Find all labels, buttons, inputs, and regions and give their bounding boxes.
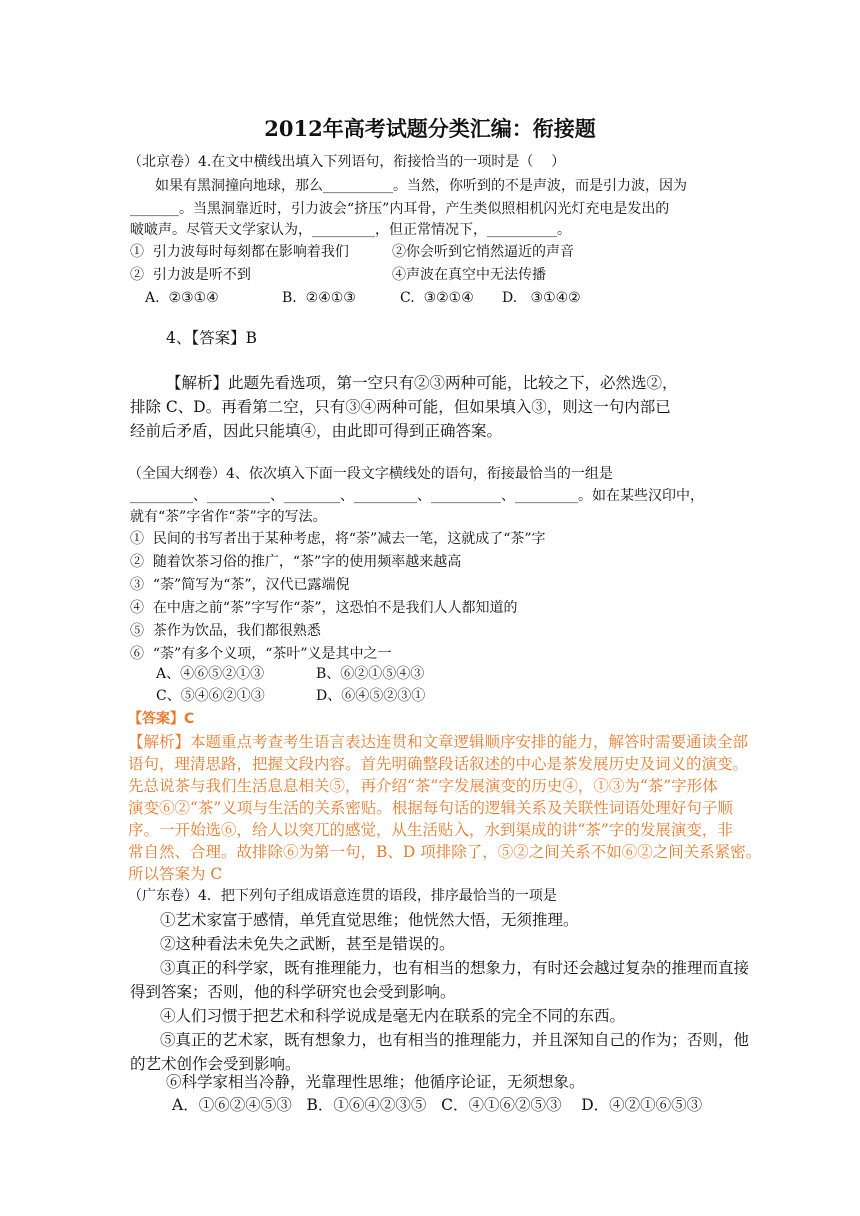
q1-analysis-line: 排除 C、D。再看第二空，只有③④两种可能，但如果填入③，则这一句内部已 [130,398,671,416]
q1-answer: 4、【答案】B [166,329,258,347]
q2-option: ⑥ “荼”有多个义项，“茶叶”义是其中之一 [130,646,392,662]
q1-choice-b: B. ②④①③ [282,290,356,306]
q2-choice-a: A、④⑥⑤②①③ [156,666,265,682]
q1-passage-line: 啵啵声。尽管天文学家认为，_________，但正常情况下，__________。 [130,222,571,238]
q2-choice-b: B、⑥②①⑤④③ [316,666,425,682]
q1-analysis-line: 经前后矛盾，因此只能填④，由此即可得到正确答案。 [130,422,503,440]
page-title: 2012年高考试题分类汇编：衔接题 [264,116,596,141]
q1-passage-line: 如果有黑洞撞向地球，那么__________。当然，你听到的不是声波，而是引力波，因为 [155,178,687,194]
q2-analysis-line: 序。一开始选⑥，给人以突兀的感觉，从生活贴入，水到渠成的讲“茶”字的发展演变，非 [128,821,733,839]
q2-option: ③ “荼”简写为“茶”，汉代已露端倪 [130,577,350,593]
q3-sentence: ⑥科学家相当冷静，光靠理性思维；他循序论证，无须想象。 [166,1073,585,1091]
q2-choice-c: C、⑤④⑥②①③ [156,688,265,704]
q2-option: ② 随着饮茶习俗的推广，“茶”字的使用频率越来越高 [130,554,462,570]
q3-sentence: ④人们习惯于把艺术和科学说成是毫无内在联系的完全不同的东西。 [160,1007,626,1025]
q2-analysis-line: 演变⑥②“茶”义项与生活的关系密贴。根据每句话的逻辑关系及关联性词语处理好句子顺 [128,799,733,817]
q2-option: ④ 在中唐之前“茶”字写作“荼”，这恐怕不是我们人人都知道的 [130,600,518,616]
q3-sentence: ①艺术家富于感情，单凭直觉思维；他恍然大悟，无须推理。 [160,911,579,929]
q2-analysis-line: 所以答案为 C [128,865,223,883]
q2-analysis-line: 语句，理清思路，把握文段内容。首先明确整段话叙述的中心是茶发展历史及词义的演变。 [128,755,749,773]
q2-option: ① 民间的书写者出于某种考虑，将“荼”减去一笔，这就成了“茶”字 [130,531,546,547]
q3-sentence: ③真正的科学家，既有推理能力，也有相当的想象力，有时还会越过复杂的推理而直接 [160,959,750,977]
q2-choice-d: D、⑥④⑤②③① [316,688,426,704]
q2-passage-line: 就有“茶”字省作“荼”字的写法。 [130,509,327,525]
q1-choice-d: D. ③①④② [502,290,581,306]
q3-sentence: ⑤真正的艺术家，既有想象力，也有相当的推理能力，并且深知自己的作为；否则，他 [160,1031,750,1049]
q3-sentence: ②这种看法未免失之武断，甚至是错误的。 [160,935,455,953]
q3-sentence: 得到答案；否则，他的科学研究也会受到影响。 [130,983,456,1001]
q1-option: ④声波在真空中无法传播 [392,267,546,283]
q2-analysis-line: 【解析】本题重点考查考生语言表达连贯和文章逻辑顺序安排的能力，解答时需要通读全部 [128,733,749,751]
q3-header: （广东卷）4．把下列句子组成语意连贯的语段，排序最恰当的一项是 [128,888,557,904]
q1-choice-c: C. ③②①④ [400,290,474,306]
q1-option: ② 引力波是听不到 [130,267,251,283]
q2-analysis-line: 先总说茶与我们生活息息相关⑤，再介绍“茶”字发展演变的历史④，①③为“茶”字形体 [128,777,718,795]
q1-analysis-line: 【解析】此题先看选项，第一空只有②③两种可能，比较之下，必然选②， [166,374,678,392]
q2-analysis-line: 常自然、合理。故排除⑥为第一句，B、D 项排除了，⑤②之间关系不如⑥②之间关系紧密。 [128,843,762,861]
q1-header: （北京卷）4.在文中横线出填入下列语句，衔接恰当的一项时是（ ） [128,154,566,170]
q2-answer: 【答案】C [128,711,195,727]
q1-choice-a: A. ②③①④ [145,290,219,306]
q1-option: ① 引力波每时每刻都在影响着我们 [130,244,349,260]
q1-passage-line: _______。当黑洞靠近时，引力波会“挤压”内耳骨，产生类似照相机闪光灯充电是发出的 [130,201,670,217]
q3-choices: A．①⑥②④⑤③ B．①⑥④②③⑤ C．④①⑥②⑤③ D．④②①⑥⑤③ [172,1096,703,1114]
q1-option: ②你会听到它悄然逼近的声音 [392,244,574,260]
q2-option: ⑤ 茶作为饮品，我们都很熟悉 [130,623,321,639]
q3-sentence: 的艺术创作会受到影响。 [130,1055,301,1073]
q2-header: （全国大纲卷）4、依次填入下面一段文字横线处的语句，衔接最恰当的一组是 [128,466,613,482]
q2-passage-line: _________、_________、________、_________、__________、_________。如在某些汉印中， [130,488,704,504]
